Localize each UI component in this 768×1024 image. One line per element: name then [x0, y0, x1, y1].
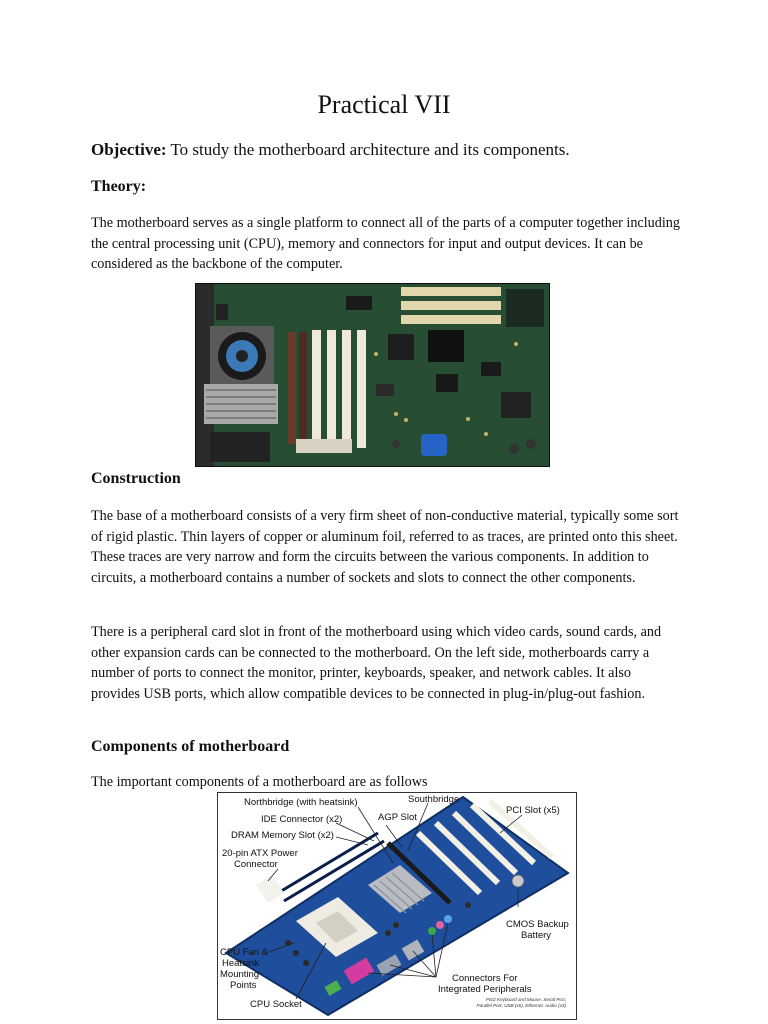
label-cmos-2: Battery [520, 930, 552, 941]
label-atx-power-2: Connector [234, 859, 278, 870]
label-connectors-2: Integrated Peripherals [438, 984, 532, 995]
label-dram-slot: DRAM Memory Slot (x2) [231, 830, 334, 841]
label-atx-power-1: 20-pin ATX Power [222, 848, 298, 859]
label-cpu-fan-4: Points [230, 980, 257, 991]
theory-heading: Theory: [91, 178, 147, 195]
label-cmos-1: CMOS Backup [506, 919, 569, 930]
label-pci-slot: PCI Slot (x5) [506, 805, 560, 816]
label-cpu-fan-1: CPU Fan & [220, 947, 269, 958]
theory-paragraph: The motherboard serves as a single platform to connect all of the parts of a computer together including the central processing unit (CPU), memory and connectors for input and output devices. It can be considered as the backbone of the computer. [91, 215, 680, 273]
components-heading: Components of motherboard [91, 738, 290, 755]
objective-text: To study the motherboard architecture and its components. [170, 140, 570, 159]
objective-line [91, 140, 570, 160]
label-southbridge: Southbridge [408, 794, 460, 805]
label-connectors-1: Connectors For [452, 973, 518, 984]
label-ide-connector: IDE Connector (x2) [261, 814, 343, 825]
label-northbridge: Northbridge (with heatsink) [244, 797, 358, 808]
components-intro: The important components of a motherboard are as follows [91, 774, 428, 790]
construction-heading: Construction [91, 470, 181, 487]
construction-paragraph-2: There is a peripheral card slot in front of the motherboard using which video cards, sound cards, and other expansion cards can be connected to the motherboard. On the left side, motherboards carry a number of ports to connect the monitor, printer, keyboards, speaker, and network cables. It also provides USB ports, which allow compatible devices to be connected in plug-in/plug-out fashion. [91, 624, 662, 702]
page-title: Practical VII [317, 90, 451, 119]
objective-label: Objective: [91, 140, 167, 159]
motherboard-photo [195, 283, 550, 467]
label-connectors-detail-2: Parallel Port, USB (x6), Ethernet, Audio (x3) [476, 1003, 566, 1008]
label-cpu-fan-2: Heatsink [222, 958, 259, 969]
construction-paragraph-1: The base of a motherboard consists of a very firm sheet of non-conductive material, typically some sort of rigid plastic. Thin layers of copper or aluminum foil, referred to as traces, are printed onto this sheet. These traces are very narrow and form the circuits between the various components. In addition to circuits, a motherboard contains a number of sockets and slots to connect the other components. [91, 508, 679, 586]
label-agp-slot: AGP Slot [378, 812, 417, 823]
motherboard-diagram [217, 792, 577, 1020]
label-cpu-socket: CPU Socket [250, 999, 302, 1010]
label-connectors-detail-1: PS/2 Keyboard and Mouse, Serial Port, [485, 997, 566, 1002]
label-cpu-fan-3: Mounting [220, 969, 260, 980]
